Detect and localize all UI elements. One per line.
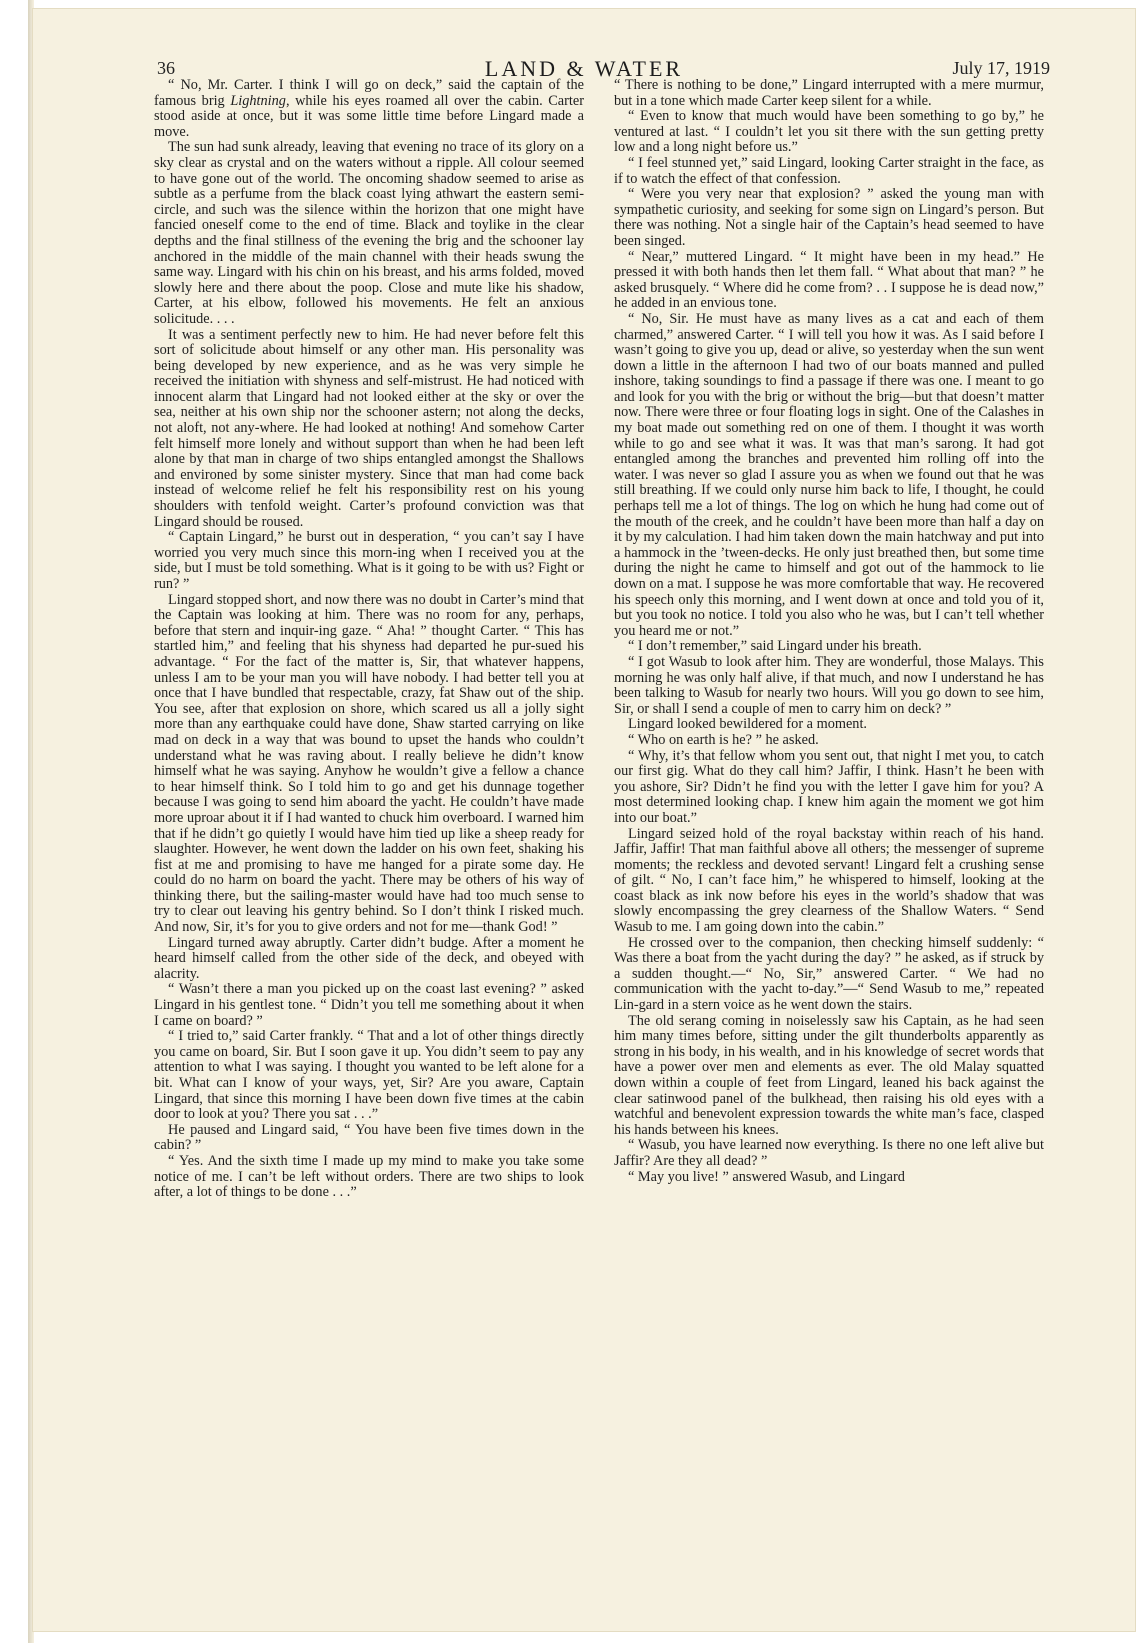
right-column	[614, 78, 1044, 1508]
paragraph: He crossed over to the companion, then checking himself suddenly: “ Was there a boat from the yacht during the day? ” he asked, as if struck by a sudden thought.—“ No, Sir,” answered Carter. “ We had no communication with the yacht to-day.”—“ Send Wasub to me,” repeated Lin-gard in a stern voice as he went down the stairs.	[614, 934, 1044, 1014]
paragraph: “ Near,” muttered Lingard. “ It might have been in my head.” He pressed it with both hands then let them fall. “ What about that man? ” he asked brusquely. “ Where did he come from? . . I suppose he is dead now,” he added in an envious tone.	[614, 248, 1044, 312]
paragraph: “ No, Sir. He must have as many lives as a cat and each of them charmed,” answered Carter. “ I will tell you how it was. As I said before I wasn’t going to give you up, dead or alive, so yesterday when the sun went down a little in the afternoon I had two of our boats manned and pulled inshore, taking soundings to find a passage if there was one. I meant to go and look for you with the brig or without the brig—but that doesn’t matter now. There were three or four floating logs in sight. One of the Calashes in my boat made out something red on one of them. I thought it was worth while to go and see what it was. It was that man’s sarong. It had got entangled among the branches and prevented him rolling off into the water. I was never so glad I assure you as when we found out that he was still breathing. If we could only nurse him back to life, I thought, he could perhaps tell me a lot of things. The log on which he hung had come out of the mouth of the creek, and he couldn’t have been more than half a day on it by my calculation. I had him taken down the main hatchway and put into a hammock in the ’tween-decks. He only just breathed then, but some time during the night he came to himself and got out of the hammock to lie down on a mat. I suppose he was more comfortable that way. He recovered his speech only this morning, and I went down at once and told you of it, but you took no notice. I told you also who he was, but I can’t tell whether you heard me or not.”	[614, 310, 1044, 639]
paragraph: “ No, Mr. Carter. I think I will go on deck,” said the captain of the famous brig Lightning, while his eyes roamed all over the cabin. Carter stood aside at once, but it was some little time before Lingard made a move.	[154, 78, 584, 140]
paragraph: “ Were you very near that explosion? ” asked the young man with sympathetic curiosity, and seeking for some sign on Lingard’s person. But there was nothing. Not a single hair of the Captain’s head seemed to have been singed.	[614, 186, 1044, 249]
paragraph: “ May you live! ” answered Wasub, and Lingard	[628, 1168, 905, 1185]
paragraph: “ Wasub, you have learned now everything. Is there no one left alive but Jaffir? Are they all dead? ”	[614, 1137, 1044, 1169]
paragraph: Lingard seized hold of the royal backstay within reach of his hand. Jaffir, Jaffir! That man faithful above all others; the messenger of supreme moments; the reckless and devoted servant! Lingard felt a crushing sense of gilt. “ No, I can’t face him,” he whispered to himself, looking at the coast black as ink now before his eyes in the world’s shadow that was slowly encompassing the grey clearness of the Shallow Waters. “ Send Wasub to me. I am going down into the cabin.”	[614, 825, 1044, 936]
page-header	[32, 48, 1136, 82]
paragraph: “ Why, it’s that fellow whom you sent out, that night I met you, to catch our first gig. What do they call him? Jaffir, I think. Hasn’t he been with you ashore, Sir? Didn’t he find you with the letter I gave him for you? A most determined looking chap. I knew him again the moment we got him into our boat.”	[614, 747, 1044, 826]
paragraph: “ There is nothing to be done,” Lingard interrupted with a mere murmur, but in a tone which made Carter keep silent for a while.	[614, 78, 1044, 109]
issue-date: July 17, 1919	[952, 58, 1050, 78]
paragraph: Lingard turned away abruptly. Carter didn’t budge. After a moment he heard himself called from the other side of the deck, and obeyed with alacrity.	[154, 934, 584, 982]
paragraph: He paused and Lingard said, “ You have been five times down in the cabin? ”	[154, 1121, 584, 1154]
article-body	[154, 78, 1044, 1508]
paragraph: Lingard stopped short, and now there was no doubt in Carter’s mind that the Captain was looking at him. There was no room for any, perhaps, before that stern and inquir-ing gaze. “ Aha! ” thought Carter. “ This has startled him,” and feeling that his shyness had departed he pur-sued his advantage. “ For the fact of the matter is, Sir, that whatever happens, unless I am to be your man you will have nobody. I had better tell you at once that I have bundled that respectable, crazy, fat Shaw out of the ship. You see, after that explosion on shore, which scared us all a jolly sight more than any earthquake could have done, Shaw started carrying on like mad on deck in a way that was bound to upset the hands who couldn’t understand what he was raving about. I really believe he didn’t know himself what he was saying. Anyhow he wouldn’t give a fellow a chance to hear himself think. So I told him to go and get his dunnage together because I was going to send him aboard the yacht. He couldn’t have made more uproar about it if I had wanted to chuck him overboard. I warned him that if he didn’t go quietly I would have him tied up like a sheep ready for slaughter. However, he went down the ladder on his own feet, shaking his fist at me and promising to have me hanged for a pirate some day. He could do no harm on board the yacht. There may be others of his way of thinking there, but the sailing-master would have had too much sense to try to clear out leaving his gentry behind. So I don’t think I risked much. And now, Sir, it’s for you to give orders and not for me—thank God! ”	[154, 591, 584, 936]
paragraph: “ Even to know that much would have been something to go by,” he ventured at last. “ I couldn’t let you sit there with the sun getting pretty low and a long night before us.”	[614, 108, 1044, 156]
paragraph: The old serang coming in noiselessly saw his Captain, as he had seen him many times before, sitting under the gilt thunderbolts apparently as strong in his body, in his wealth, and in his knowledge of secret words that have a power over men and elements as ever. The old Malay squatted down within a couple of feet from Lingard, leaned his back against the clear satinwood panel of the bulkhead, then raising his old eyes with a watchful and benevolent expression towards the white man’s face, clasped his hands between his knees.	[614, 1012, 1044, 1138]
paragraph: “ I don’t remember,” said Lingard under his breath.	[628, 638, 922, 655]
paragraph: Lingard looked bewildered for a moment.	[628, 716, 867, 733]
paragraph: “ Yes. And the sixth time I made up my mind to make you take some notice of me. I can’t be left without orders. There are two ships to look after, a lot of things to be done . . .”	[154, 1152, 584, 1201]
left-column	[154, 78, 584, 1508]
paragraph: “ I feel stunned yet,” said Lingard, looking Carter straight in the face, as if to watch the effect of that confession.	[614, 154, 1044, 187]
paragraph: “ Wasn’t there a man you picked up on the coast last evening? ” asked Lingard in his gentlest tone. “ Didn’t you tell me something about it when I came on board? ”	[154, 981, 584, 1029]
paragraph: It was a sentiment perfectly new to him. He had never before felt this sort of solicitude about himself or any other man. His personality was being developed by new experience, and as he was very simple he received the initiation with shyness and self-mistrust. He had noticed with innocent alarm that Lingard had not looked either at the sky or over the sea, neither at his own ship nor the schooner astern; not along the decks, not aloft, not any-where. He had looked at nothing! And somehow Carter felt himself more lonely and without support than when he had been left alone by that man in charge of two ships entangled amongst the Shallows and environed by some sinister mystery. Since that man had come back instead of welcome relief he felt his responsibility rest on his young shoulders with tenfold weight. Carter’s profound conviction was that Lingard should be roused.	[154, 326, 584, 530]
magazine-title: LAND & WATER	[484, 56, 684, 81]
paragraph: “ Who on earth is he? ” he asked.	[628, 731, 819, 748]
ship-name: Lightning	[230, 92, 286, 109]
page-number: 36	[157, 58, 175, 78]
paragraph: “ I tried to,” said Carter frankly. “ That and a lot of other things directly you came on board, Sir. But I soon gave it up. You didn’t seem to pay any attention to what I was saying. I thought you wanted to be left alone for a bit. What can I know of your ways, yet, Sir? Are you aware, Captain Lingard, that since this morning I have been down five times at the cabin door to look at you? There you sat . . .”	[154, 1028, 584, 1123]
paragraph: “ I got Wasub to look after him. They are wonderful, those Malays. This morning he was only half alive, if that much, and now I understand he has been talking to Wasub for nearly two hours. Will you go down to see him, Sir, or shall I send a couple of men to carry him on deck? ”	[614, 653, 1044, 717]
paragraph: The sun had sunk already, leaving that evening no trace of its glory on a sky clear as crystal and on the waters without a ripple. All colour seemed to have gone out of the world. The oncoming shadow seemed to arise as subtle as a perfume from the black coast lying athwart the eastern semi-circle, and such was the silence within the horizon that one might have fancied oneself come to the end of time. Black and toylike in the clear depths and the final stillness of the evening the brig and the schooner lay anchored in the middle of the main channel with their heads swung the same way. Lingard with his chin on his breast, and his arms folded, moved slowly here and there about the poop. Close and mute like his shadow, Carter, at his elbow, followed his movements. He felt an anxious solicitude. . . .	[154, 139, 584, 327]
paragraph: “ Captain Lingard,” he burst out in desperation, “ you can’t say I have worried you very much since this morn-ing when I received you at the side, but I must be told something. What is it going to be with us? Fight or run? ”	[154, 529, 584, 592]
